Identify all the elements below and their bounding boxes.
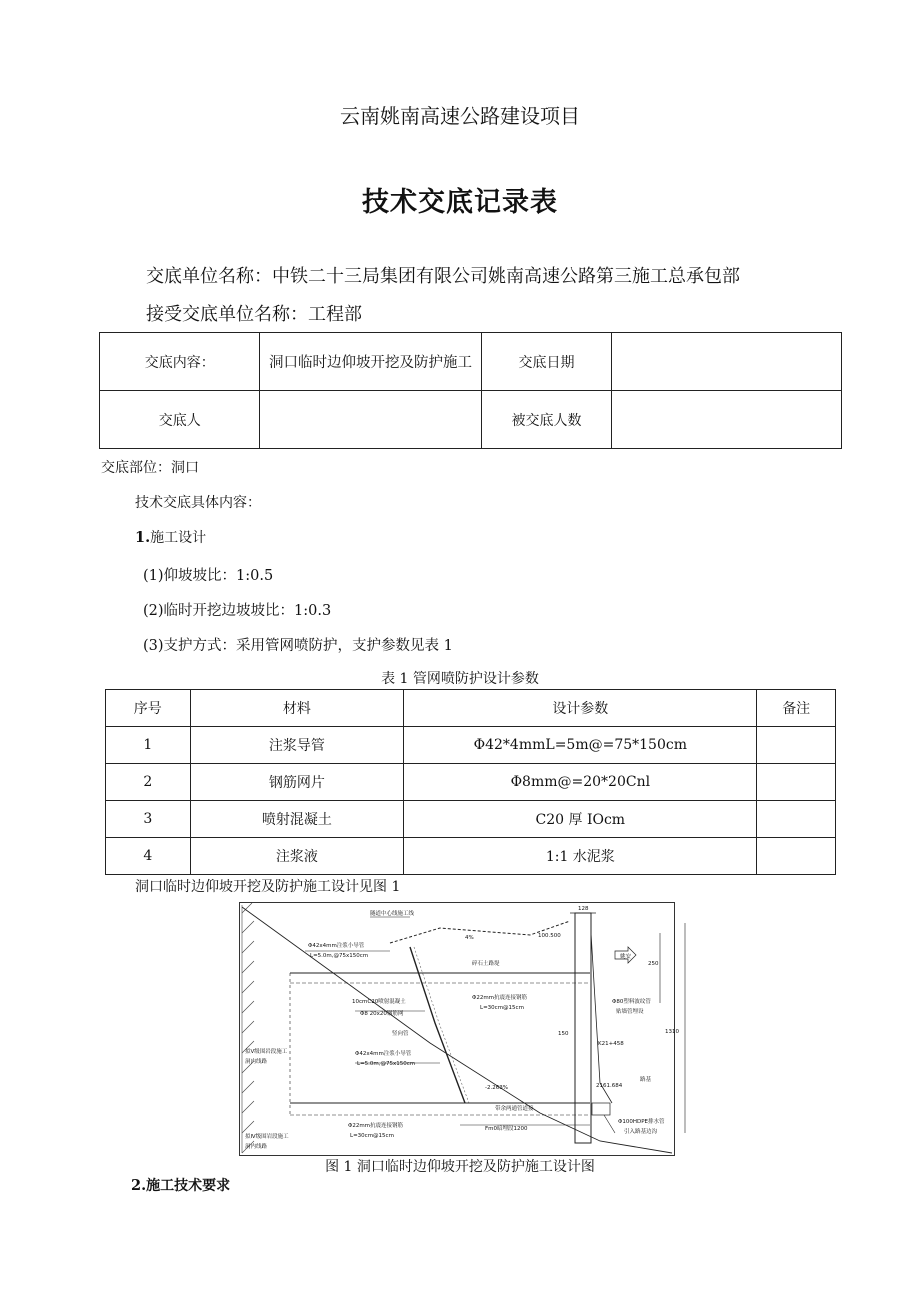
label-slope-pct: 4% — [465, 935, 474, 941]
table-caption: 表 1 管网喷防护设计参数 — [381, 671, 539, 687]
header-cell: 序号 — [106, 690, 191, 727]
portal-wall — [575, 913, 591, 1143]
section1-title: 施工设计 — [150, 530, 207, 546]
person-label: 交底人 — [100, 391, 260, 449]
label-left-note-top: 拟Ⅴ级围岩段施工 — [245, 1049, 288, 1055]
label-hdpe2: 引入路基边沟 — [624, 1129, 658, 1135]
label-direction: 姚安 — [620, 954, 632, 960]
section1-number: 1. — [135, 529, 151, 546]
count-value — [612, 391, 842, 449]
person-value — [260, 391, 481, 449]
label-pipe-mid: Φ42x4mm注浆小导管 — [355, 1051, 412, 1057]
table-cell: 喷射混凝土 — [190, 801, 404, 838]
figure-caption: 图 1 洞口临时边仰坡开挖及防护施工设计图 — [325, 1159, 595, 1175]
issuer-line — [146, 262, 740, 288]
label-mesh: Φ8 20x20钢筋网 — [360, 1011, 404, 1017]
design-item-2: (2)临时开挖边坡坡比：1:0.3 — [143, 603, 332, 619]
design-item-1: (1)仰坡坡比：1:0.5 — [143, 568, 274, 584]
table-cell: 3 — [106, 801, 191, 838]
shotcrete-layer — [414, 947, 469, 1103]
content-label: 交底内容： — [100, 333, 260, 391]
issuer-label: 交底单位名称： — [146, 266, 272, 287]
page-title: 技术交底记录表 — [362, 187, 558, 218]
label-ground: 路基 — [640, 1077, 652, 1083]
label-arch: Fm0暗埋段1200 — [485, 1126, 528, 1132]
label-anchor-bottom: Φ22mm抗震连接钢筋 — [348, 1123, 404, 1129]
table-cell: 1:1 水泥浆 — [404, 838, 757, 875]
label-dim-250: 250 — [648, 961, 659, 967]
label-pipe-mid-spec: L=5.0m,@75x150cm — [357, 1061, 416, 1067]
receiver-value: 工程部 — [308, 304, 362, 325]
issuer-value: 中铁二十三局集团有限公司姚南高速公路第三施工总承包部 — [272, 266, 740, 287]
section2-title: 施工技术要求 — [146, 1178, 231, 1194]
table-row — [106, 764, 836, 801]
label-rock: 碎石土路堤 — [472, 961, 500, 967]
rock-hatching — [242, 903, 254, 1153]
excavation-face — [410, 947, 465, 1103]
design-item-3: (3)支护方式：采用管网喷防护，支护参数见表 1 — [143, 638, 453, 654]
table-cell: 注浆液 — [190, 838, 404, 875]
date-label: 交底日期 — [481, 333, 612, 391]
project-name: 云南姚南高速公路建设项目 — [340, 104, 580, 128]
table-cell — [757, 764, 836, 801]
label-elev-bottom: 2161.684 — [596, 1083, 623, 1089]
table-row — [106, 838, 836, 875]
table-cell — [757, 801, 836, 838]
date-value — [612, 333, 842, 391]
detail-heading: 技术交底具体内容： — [135, 495, 261, 511]
table-cell: 2 — [106, 764, 191, 801]
header-cell: 材料 — [190, 690, 404, 727]
table-cell: 注浆导管 — [190, 727, 404, 764]
section2-number: 2. — [131, 1177, 147, 1194]
section1-heading — [135, 527, 206, 547]
label-anchor-bottom-spec: L=30cm@15cm — [350, 1133, 394, 1139]
label-left-note-top2: 洞内线路 — [245, 1059, 268, 1065]
table-cell: Φ42*4mmL=5m@=75*150cm — [404, 727, 757, 764]
label-dim-150: 150 — [558, 1031, 569, 1037]
param-table — [105, 689, 836, 875]
label-station: K21+458 — [598, 1041, 624, 1047]
header-cell: 设计参数 — [404, 690, 757, 727]
label-dim-128: 128 — [578, 906, 589, 912]
label-anchor-spec: L=30cm@15cm — [480, 1005, 524, 1011]
label-elev-top: 100.500 — [538, 933, 561, 939]
label-left-note-bot2: 洞内线路 — [245, 1144, 268, 1150]
portal-wing — [591, 933, 612, 1103]
design-drawing — [239, 902, 679, 1156]
label-drain: 带余两通管道接 — [495, 1106, 534, 1112]
table-cell — [757, 838, 836, 875]
table-cell — [757, 727, 836, 764]
table-cell: Φ8mm@=20*20Cnl — [404, 764, 757, 801]
figure-reference: 洞口临时边仰坡开挖及防护施工设计见图 1 — [135, 879, 401, 895]
table-cell: 钢筋网片 — [190, 764, 404, 801]
label-dim-1310: 1310 — [665, 1029, 679, 1035]
slope-top — [390, 921, 570, 943]
info-table — [99, 332, 842, 449]
label-pipe-right2: 贴墙管埋设 — [616, 1009, 644, 1015]
location-line: 交底部位：洞口 — [101, 460, 199, 476]
receiver-label: 接受交底单位名称： — [146, 304, 308, 325]
table-cell: 4 — [106, 838, 191, 875]
label-tunnel-line: 隧道中心线施工线 — [370, 911, 415, 917]
label-vertical-pipe: 竖向管 — [392, 1031, 409, 1037]
label-slope-grade: -2.263% — [485, 1085, 508, 1091]
design-drawing-svg — [240, 903, 679, 1155]
receiver-line — [146, 300, 362, 326]
label-shotcrete: 10cmC20喷射混凝土 — [352, 999, 406, 1005]
table-row — [106, 801, 836, 838]
label-anchor: Φ22mm抗震连接钢筋 — [472, 995, 528, 1001]
table-cell: C20 厚 IOcm — [404, 801, 757, 838]
table-row — [106, 727, 836, 764]
header-cell: 备注 — [757, 690, 836, 727]
section2-heading — [131, 1175, 230, 1195]
label-hdpe: Φ100HDPE排水管 — [618, 1119, 665, 1125]
label-pipe-top: Φ42x4mm注浆小导管 — [308, 943, 365, 949]
table-cell: 1 — [106, 727, 191, 764]
label-pipe-top-spec: L=5.0m,@75x150cm — [310, 953, 369, 959]
label-left-note-bot: 拟Ⅳ级围岩段施工 — [245, 1134, 289, 1140]
content-value: 洞口临时边仰坡开挖及防护施工 — [260, 333, 481, 391]
count-label: 被交底人数 — [481, 391, 612, 449]
ground-line — [242, 907, 672, 1153]
label-pipe-right: Φ80塑料波纹管 — [612, 999, 651, 1005]
